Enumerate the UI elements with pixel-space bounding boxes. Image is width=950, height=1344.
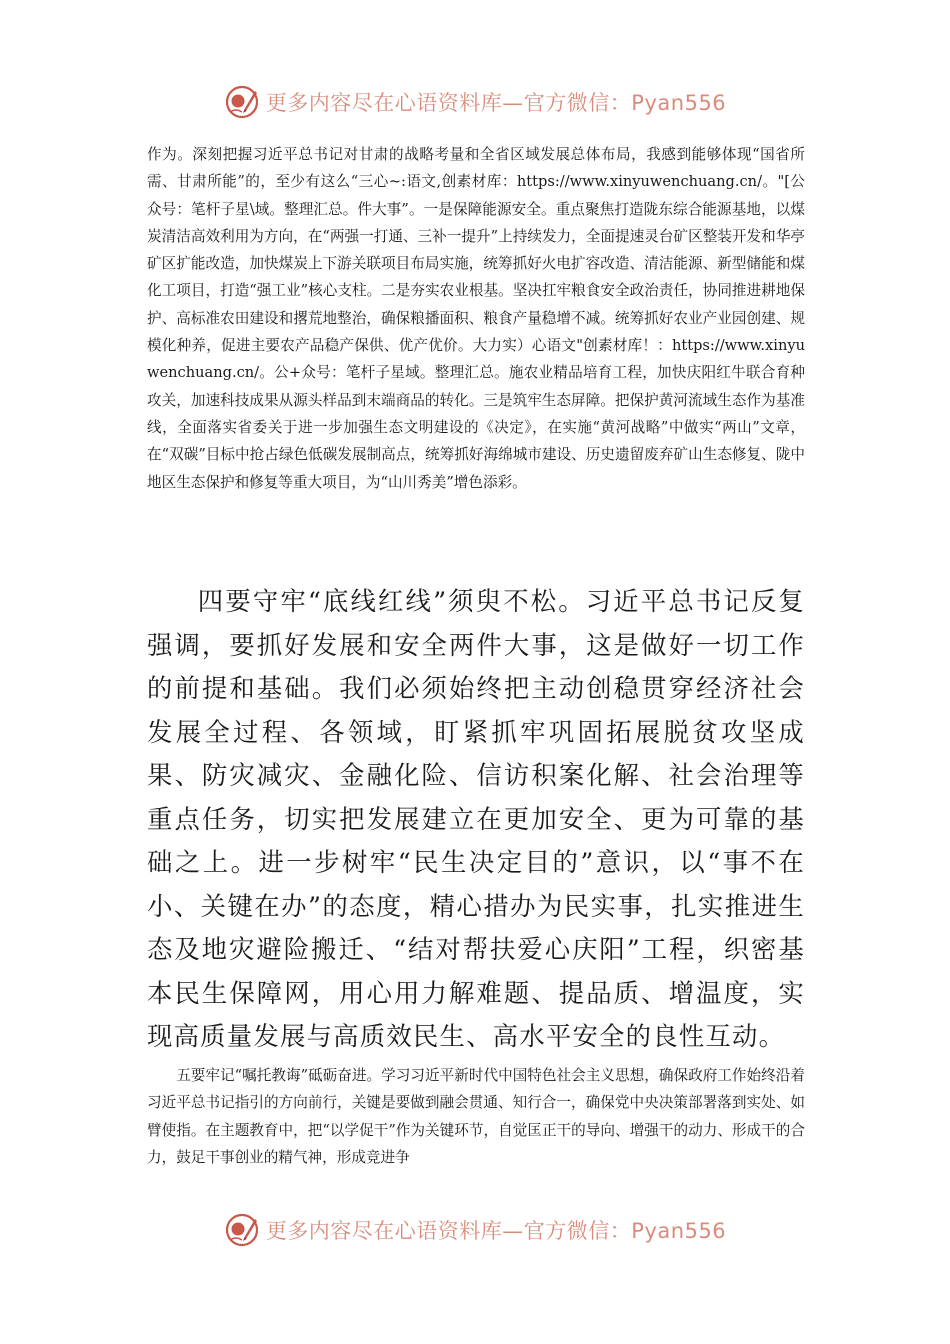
header-watermark-banner: [0, 82, 950, 122]
paragraph-remember-instructions: 五要牢记“嘱托教诲”砥砺奋进。学习习近平新时代中国特色社会主义思想，确保政府工作始终沿着习近平总书记指引的方向前行，关键是要做到融会贯通、知行合一，确保党中央决策部署落到实处、如臂使指。在主题教育中，把“以学促干”作为关键环节，自觉匡正干的导向、增强干的动力、形成干的合力，鼓足干事创业的精气神，形成竞进争: [147, 1067, 805, 1166]
footer-watermark-banner: [0, 1210, 950, 1250]
footer-watermark-text: 更多内容尽在心语资料库—官方微信：Pyan556: [265, 1219, 727, 1243]
paragraph-bottom-line-safety: 四要守牢“底线红线”须臾不松。习近平总书记反复强调，要抓好发展和安全两件大事，这是做好一切工作的前提和基础。我们必须始终把主动创稳贯穿经济社会发展全过程、各领域，盯紧抓牢巩固拓展脱贫攻坚成果、防灾减灾、金融化险、信访积案化解、社会治理等重点任务，切实把发展建立在更加安全、更为可靠的基础之上。进一步树牢“民生决定目的”意识，以“事不在小、关键在办”的态度，精心措办为民实事，扎实推进生态及地灾避险搬迁、“结对帮扶爱心庆阳”工程，织密基本民生保障网，用心用力解难题、提品质、增温度，实现高质量发展与高质效民生、高水平安全的良性互动。: [147, 586, 805, 1051]
pen-logo-icon: [224, 1212, 260, 1248]
header-watermark-text: 更多内容尽在心语资料库—官方微信：Pyan556: [265, 91, 727, 115]
pen-logo-icon: [224, 84, 260, 120]
paragraph-energy-agriculture-ecology: 作为。深刻把握习近平总书记对甘肃的战略考量和全省区域发展总体布局，我感到能够体现“国省所需、甘肃所能”的，至少有这么“三心~:语文,创素材库：https://www.xinyuwenchuang.cn/。"[公众号：笔杆子星\域。整理汇总。件大事”。一是保障能源安全。重点聚焦打造陇东综合能源基地，以煤炭清洁高效利用为方向，在“两强一打通、三补一提升”上持续发力，全面提速灵台矿区整装开发和华亭矿区扩能改造，加快煤炭上下游关联项目布局实施，统筹抓好火电扩容改造、清洁能源、新型储能和煤化工项目，打造“强工业”核心支柱。二是夯实农业根基。坚决扛牢粮食安全政治责任，协同推进耕地保护、高标准农田建设和撂荒地整治，确保粮播面积、粮食产量稳增不减。统筹抓好农业产业园创建、规模化种养，促进主要农产品稳产保供、优产优价。大力实）心语文"创素材库！：https://www.xinyuwenchuang.cn/。公+众号：笔杆子星域。整理汇总。施农业精品培育工程，加快庆阳红牛联合育种攻关，加速科技成果从源头样品到末端商品的转化。三是筑牢生态屏障。把保护黄河流域生态作为基准线，全面落实省委关于进一步加强生态文明建设的《决定》，在实施“黄河战略”中做实“两山”文章，在“双碳”目标中抢占绿色低碳发展制高点，统筹抓好海绵城市建设、历史遗留废弃矿山生态修复、陇中地区生态保护和修复等重大项目，为“山川秀美”增色添彩。: [147, 146, 805, 491]
